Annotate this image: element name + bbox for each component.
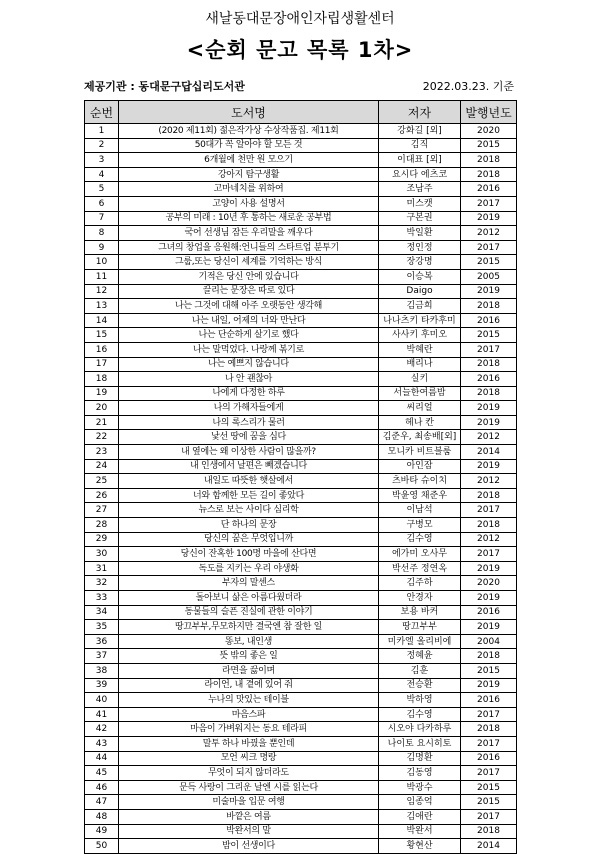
book-author: 헤나 칸 [379,415,461,430]
book-author: 배리나 [379,357,461,372]
book-title: 누나의 맛있는 테이블 [119,693,379,708]
row-number: 22 [85,430,119,445]
organization-name: 새날동대문장애인자립생활센터 [205,11,395,27]
publication-year: 2017 [461,809,517,824]
row-number: 13 [85,299,119,314]
book-title: 나는 예쁘지 않습니다 [119,357,379,372]
table-row [85,240,517,255]
row-number: 19 [85,386,119,401]
row-number: 1 [85,124,119,139]
publication-year: 2016 [461,605,517,620]
publication-year: 2016 [461,751,517,766]
book-title: 라이언, 내 곁에 있어 줘 [119,678,379,693]
publication-year: 2014 [461,839,517,854]
book-title: 부자의 말센스 [119,576,379,591]
book-author: 박윤영 채준우 [379,488,461,503]
table-row [85,620,517,635]
publication-year: 2015 [461,138,517,153]
table-row [85,284,517,299]
row-number: 26 [85,488,119,503]
book-author: 땅끄부부 [379,620,461,635]
table-row [85,663,517,678]
book-title: 돌아보니 삶은 아름다웠더라 [119,591,379,606]
book-author: 김수영 [379,532,461,547]
row-number: 43 [85,736,119,751]
book-author: 강화길 [외] [379,124,461,139]
publication-year: 2018 [461,518,517,533]
book-title: 단 하나의 문장 [119,518,379,533]
date-label: 2022.03.23. 기준 [422,80,514,93]
table-row [85,649,517,664]
publication-year: 2019 [461,211,517,226]
book-author: 나이토 요시히토 [379,736,461,751]
table-row [85,167,517,182]
publication-year: 2019 [461,678,517,693]
book-author: 시오야 다카하루 [379,722,461,737]
table-row [85,182,517,197]
book-title: 끌리는 문장은 따로 있다 [119,284,379,299]
table-row [85,824,517,839]
book-title: 말투 하나 바꿨을 뿐인데 [119,736,379,751]
publication-year: 2012 [461,474,517,489]
row-number: 6 [85,196,119,211]
book-title: 바깥은 여름 [119,809,379,824]
book-title: 모언 씨크 명랑 [119,751,379,766]
book-author: 구병모 [379,518,461,533]
table-row [85,722,517,737]
book-author: 박일환 [379,226,461,241]
book-title: 50대가 꼭 알아야 할 모든 것 [119,138,379,153]
row-number: 30 [85,547,119,562]
publication-year: 2015 [461,780,517,795]
publication-year: 2018 [461,167,517,182]
book-title: 라면을 끓이며 [119,663,379,678]
publication-year: 2015 [461,795,517,810]
publication-year: 2019 [461,284,517,299]
table-row [85,401,517,416]
book-author: 아인잠 [379,459,461,474]
table-row [85,124,517,139]
book-title: 공부의 미래 : 10년 후 통하는 새로운 공부법 [119,211,379,226]
publication-year: 2019 [461,620,517,635]
row-number: 31 [85,561,119,576]
row-number: 14 [85,313,119,328]
book-author: 조남주 [379,182,461,197]
book-title: 나에게 다정한 하루 [119,386,379,401]
row-number: 42 [85,722,119,737]
publication-year: 2015 [461,663,517,678]
book-author: 김준우, 최송배[외] [379,430,461,445]
row-number: 16 [85,342,119,357]
book-author: 씨리얼 [379,401,461,416]
book-title: 기적은 당신 안에 있습니다 [119,269,379,284]
table-row [85,211,517,226]
book-author: 박광수 [379,780,461,795]
book-author: 정인정 [379,240,461,255]
row-number: 11 [85,269,119,284]
row-number: 9 [85,240,119,255]
row-number: 7 [85,211,119,226]
publication-year: 2018 [461,488,517,503]
publication-year: 2017 [461,707,517,722]
book-author: 김금희 [379,299,461,314]
table-row [85,707,517,722]
row-number: 24 [85,459,119,474]
table-row [85,751,517,766]
row-number: 37 [85,649,119,664]
publication-year: 2019 [461,561,517,576]
publication-year: 2018 [461,153,517,168]
publication-year: 2017 [461,240,517,255]
book-title: 밤이 선생이다 [119,839,379,854]
row-number: 48 [85,809,119,824]
publication-year: 2018 [461,299,517,314]
row-number: 28 [85,518,119,533]
book-author: 사사키 후미오 [379,328,461,343]
book-title: 6개월에 천만 원 모으기 [119,153,379,168]
table-body [85,124,517,854]
row-number: 18 [85,372,119,387]
table-row [85,138,517,153]
book-author: 김훈 [379,663,461,678]
book-author: 김주하 [379,576,461,591]
table-row [85,386,517,401]
row-number: 46 [85,780,119,795]
book-author: 이승복 [379,269,461,284]
row-number: 41 [85,707,119,722]
book-title: 독도를 지키는 우리 야생화 [119,561,379,576]
book-title: 똥보, 내인생 [119,634,379,649]
book-title: 낯선 땅에 꿈을 심다 [119,430,379,445]
table-row [85,591,517,606]
table-row [85,503,517,518]
row-number: 38 [85,663,119,678]
table-row [85,605,517,620]
book-title: 미술마을 입문 여행 [119,795,379,810]
book-author: 황현산 [379,839,461,854]
publication-year: 2016 [461,182,517,197]
book-author: 전승환 [379,678,461,693]
table-row [85,474,517,489]
table-header-row [85,101,517,124]
book-author: 이대표 [외] [379,153,461,168]
book-title: 내 옆에는 왜 이상한 사람이 많을까? [119,445,379,460]
row-number: 44 [85,751,119,766]
table-row [85,518,517,533]
book-author: 츠바타 슈이치 [379,474,461,489]
table-row [85,372,517,387]
book-author: Daigo [379,284,461,299]
publication-year: 2019 [461,459,517,474]
publication-year: 2012 [461,226,517,241]
table-row [85,547,517,562]
table-row [85,445,517,460]
book-author: 장강명 [379,255,461,270]
book-title: 고마네치를 위하여 [119,182,379,197]
table-row [85,415,517,430]
publication-year: 2012 [461,430,517,445]
table-row [85,313,517,328]
table-row [85,299,517,314]
book-author: 김애란 [379,809,461,824]
book-author: 김동영 [379,766,461,781]
publication-year: 2015 [461,328,517,343]
book-author: 에가미 오사무 [379,547,461,562]
row-number: 12 [85,284,119,299]
document-title: <순회 문고 목록 1차> [186,38,414,62]
row-number: 49 [85,824,119,839]
row-number: 17 [85,357,119,372]
table-row [85,459,517,474]
book-list-table [84,100,517,854]
book-title: 나 안 괜찮아 [119,372,379,387]
publication-year: 2005 [461,269,517,284]
book-author: 김명환 [379,751,461,766]
publication-year: 2018 [461,722,517,737]
column-header-author: 저자 [379,101,461,124]
book-title: 동물들의 슬픈 진실에 관한 이야기 [119,605,379,620]
publication-year: 2018 [461,357,517,372]
book-title: 마음이 가벼워지는 동요 테라피 [119,722,379,737]
row-number: 5 [85,182,119,197]
book-title: 나는 말먹었다. 나랑께 볶기로 [119,342,379,357]
table-row [85,153,517,168]
book-title: 나는 그것에 대해 아주 오랫동안 생각해 [119,299,379,314]
publication-year: 2019 [461,591,517,606]
table-row [85,561,517,576]
book-title: 고양이 사용 설명서 [119,196,379,211]
table-row [85,795,517,810]
row-number: 36 [85,634,119,649]
row-number: 23 [85,445,119,460]
row-number: 34 [85,605,119,620]
table-row [85,678,517,693]
row-number: 25 [85,474,119,489]
book-title: 무엇이 되지 않더라도 [119,766,379,781]
publication-year: 2017 [461,547,517,562]
book-author: 미스캣 [379,196,461,211]
row-number: 47 [85,795,119,810]
row-number: 10 [85,255,119,270]
book-author: 박하영 [379,693,461,708]
row-number: 20 [85,401,119,416]
row-number: 35 [85,620,119,635]
book-title: 마음스파 [119,707,379,722]
book-title: (2020 제11회) 젊은작가상 수상작품집. 제11회 [119,124,379,139]
publication-year: 2014 [461,445,517,460]
table-row [85,328,517,343]
publication-year: 2004 [461,634,517,649]
publication-year: 2016 [461,372,517,387]
publication-year: 2017 [461,503,517,518]
publication-year: 2017 [461,342,517,357]
publication-year: 2020 [461,124,517,139]
table-row [85,269,517,284]
book-title: 내 인생에서 날편은 빼겠습니다 [119,459,379,474]
publication-year: 2019 [461,415,517,430]
book-title: 강아지 탐구생활 [119,167,379,182]
table-row [85,488,517,503]
table-row [85,576,517,591]
book-title: 나는 단순하게 살기로 했다 [119,328,379,343]
book-author: 정혜윤 [379,649,461,664]
publication-year: 2018 [461,824,517,839]
table-row [85,226,517,241]
book-author: 서늘한여름밤 [379,386,461,401]
row-number: 15 [85,328,119,343]
book-author: 안경자 [379,591,461,606]
book-author: 김직 [379,138,461,153]
publication-year: 2017 [461,196,517,211]
row-number: 39 [85,678,119,693]
book-author: 박혜란 [379,342,461,357]
row-number: 27 [85,503,119,518]
publication-year: 2016 [461,693,517,708]
book-title: 국어 선생님 잠든 우리말을 깨우다 [119,226,379,241]
column-header-title: 도서명 [119,101,379,124]
table-row [85,342,517,357]
book-author: 보용 바커 [379,605,461,620]
row-number: 32 [85,576,119,591]
book-title: 땅끄부부,무모하지만 결국엔 참 잘한 일 [119,620,379,635]
book-title: 당신이 잔혹한 100명 마을에 산다면 [119,547,379,562]
row-number: 50 [85,839,119,854]
table-row [85,255,517,270]
book-title: 나의 가해자들에게 [119,401,379,416]
book-author: 이남석 [379,503,461,518]
table-row [85,634,517,649]
row-number: 4 [85,167,119,182]
table-row [85,532,517,547]
publication-year: 2018 [461,386,517,401]
column-header-number: 순번 [85,101,119,124]
book-author: 요시다 에츠코 [379,167,461,182]
publication-year: 2019 [461,401,517,416]
publication-year: 2020 [461,576,517,591]
book-author: 박선주 정연옥 [379,561,461,576]
publication-year: 2017 [461,736,517,751]
book-title: 나는 내일, 어제의 너와 만난다 [119,313,379,328]
book-author: 미카엘 올리비에 [379,634,461,649]
publication-year: 2016 [461,313,517,328]
publication-year: 2018 [461,649,517,664]
book-author: 모니카 비트블룸 [379,445,461,460]
row-number: 3 [85,153,119,168]
book-title: 박완서의 말 [119,824,379,839]
table-row [85,839,517,854]
book-title: 내일도 따뜻한 햇살에서 [119,474,379,489]
book-title: 그녀의 창업을 응원해:언니들의 스타트업 분투기 [119,240,379,255]
table-row [85,780,517,795]
book-title: 그룹,또는 당신이 세계를 기억하는 방식 [119,255,379,270]
book-title: 뜻 밖의 좋은 일 [119,649,379,664]
row-number: 2 [85,138,119,153]
book-author: 구본권 [379,211,461,226]
book-author: 임종억 [379,795,461,810]
row-number: 8 [85,226,119,241]
row-number: 33 [85,591,119,606]
provider-label: 제공기관 : 동대문구답십리도서관 [84,80,245,93]
book-title: 당신의 꿈은 무엇입니까 [119,532,379,547]
table-row [85,809,517,824]
row-number: 40 [85,693,119,708]
book-author: 실키 [379,372,461,387]
table-row [85,736,517,751]
table-row [85,430,517,445]
column-header-year: 발행년도 [461,101,517,124]
publication-year: 2012 [461,532,517,547]
row-number: 29 [85,532,119,547]
publication-year: 2015 [461,255,517,270]
book-title: 문득 사랑이 그리운 날엔 시를 읽는다 [119,780,379,795]
table-row [85,766,517,781]
table-row [85,196,517,211]
table-row [85,357,517,372]
book-author: 김수영 [379,707,461,722]
book-author: 박완서 [379,824,461,839]
book-title: 나의 록스리가 물러 [119,415,379,430]
book-title: 너와 함께한 모든 길이 좋았다 [119,488,379,503]
book-title: 뉴스로 보는 사이다 심리학 [119,503,379,518]
book-author: 나나츠키 타카후미 [379,313,461,328]
table-row [85,693,517,708]
publication-year: 2017 [461,766,517,781]
row-number: 21 [85,415,119,430]
row-number: 45 [85,766,119,781]
